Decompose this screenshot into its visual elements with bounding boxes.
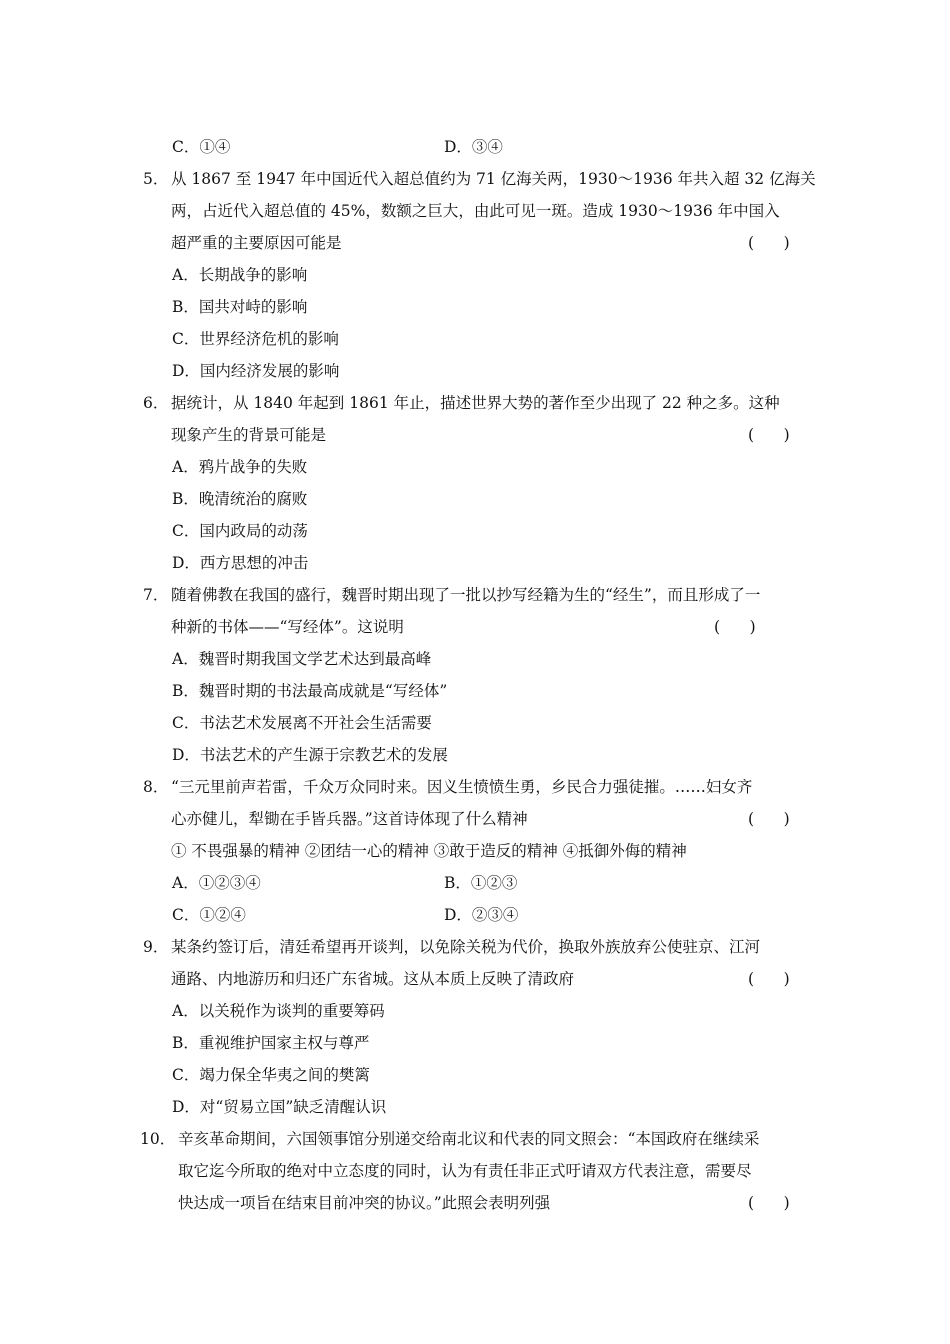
q9-option-a: A．以关税作为谈判的重要筹码 xyxy=(172,1002,385,1020)
q9-line-2: 通路、内地游历和归还广东省城。这从本质上反映了清政府 xyxy=(171,970,575,988)
q8-items: ① 不畏强暴的精神 ②团结一心的精神 ③敢于造反的精神 ④抵御外侮的精神 xyxy=(171,842,687,860)
q5-answer-bracket: ( ) xyxy=(748,234,790,252)
q7-option-a: A．魏晋时期我国文学艺术达到最高峰 xyxy=(172,650,432,668)
q8-option-b: B．①②③ xyxy=(444,874,518,892)
q6-option-c: C．国内政局的动荡 xyxy=(172,522,308,540)
q8-option-d: D．②③④ xyxy=(444,906,519,924)
q5-option-a: A．长期战争的影响 xyxy=(172,266,308,284)
q10-line-2: 取它迄今所取的绝对中立态度的同时，认为有责任非正式吁请双方代表注意，需要尽 xyxy=(178,1162,752,1180)
q6-option-a: A．鸦片战争的失败 xyxy=(172,458,308,476)
q9-line-1: 某条约签订后，清廷希望再开谈判，以免除关税为代价，换取外族放弃公使驻京、江河 xyxy=(171,938,761,956)
q8-line-2: 心亦健儿，犁锄在手皆兵器。”这首诗体现了什么精神 xyxy=(171,810,528,828)
q7-option-d: D．书法艺术的产生源于宗教艺术的发展 xyxy=(172,746,448,764)
q5-number: 5． xyxy=(143,170,169,188)
q7-line-2: 种新的书体——“写经体”。这说明 xyxy=(171,618,404,636)
q10-answer-bracket: ( ) xyxy=(748,1194,790,1212)
q6-option-d: D．西方思想的冲击 xyxy=(172,554,309,572)
q8-answer-bracket: ( ) xyxy=(748,810,790,828)
q6-line-2: 现象产生的背景可能是 xyxy=(171,426,327,444)
q8-option-c: C．①②④ xyxy=(172,906,246,924)
q7-option-c: C．书法艺术发展离不开社会生活需要 xyxy=(172,714,432,732)
q10-line-1: 辛亥革命期间，六国领事馆分别递交给南北议和代表的同文照会：“本国政府在继续采 xyxy=(178,1130,760,1148)
q8-number: 8． xyxy=(143,778,169,796)
q9-option-c: C．竭力保全华夷之间的樊篱 xyxy=(172,1066,370,1084)
q6-number: 6． xyxy=(143,394,169,412)
q8-option-a: A．①②③④ xyxy=(172,874,261,892)
q5-option-c: C．世界经济危机的影响 xyxy=(172,330,339,348)
q5-line-3: 超严重的主要原因可能是 xyxy=(171,234,342,252)
q7-line-1: 随着佛教在我国的盛行，魏晋时期出现了一批以抄写经籍为生的“经生”，而且形成了一 xyxy=(171,586,761,604)
q9-option-b: B．重视维护国家主权与尊严 xyxy=(172,1034,370,1052)
q7-option-b: B．魏晋时期的书法最高成就是“写经体” xyxy=(172,682,448,700)
q9-option-d: D．对“贸易立国”缺乏清醒认识 xyxy=(172,1098,387,1116)
q5-option-b: B．国共对峙的影响 xyxy=(172,298,308,316)
q7-number: 7． xyxy=(143,586,169,604)
q5-line-1: 从 1867 至 1947 年中国近代入超总值约为 71 亿海关两，1930～1936 年共入超 32 亿海关 xyxy=(171,170,816,188)
q7-answer-bracket: ( ) xyxy=(714,618,756,636)
q10-line-3: 快达成一项旨在结束目前冲突的协议。”此照会表明列强 xyxy=(178,1194,551,1212)
q10-number: 10． xyxy=(140,1130,176,1148)
q5-line-2: 两，占近代入超总值的 45%，数额之巨大，由此可见一斑。造成 1930～1936 年中国入 xyxy=(171,202,780,220)
q9-number: 9． xyxy=(143,938,169,956)
q4-option-c: C．①④ xyxy=(172,138,231,156)
q9-answer-bracket: ( ) xyxy=(748,970,790,988)
q6-line-1: 据统计，从 1840 年起到 1861 年止，描述世界大势的著作至少出现了 22 种之多。这种 xyxy=(171,394,780,412)
q4-option-d: D．③④ xyxy=(444,138,503,156)
q6-option-b: B．晚清统治的腐败 xyxy=(172,490,308,508)
q5-option-d: D．国内经济发展的影响 xyxy=(172,362,340,380)
q8-line-1: “三元里前声若雷，千众万众同时来。因义生愤愤生勇，乡民合力强徒摧。……妇女齐 xyxy=(171,778,753,796)
q6-answer-bracket: ( ) xyxy=(748,426,790,444)
